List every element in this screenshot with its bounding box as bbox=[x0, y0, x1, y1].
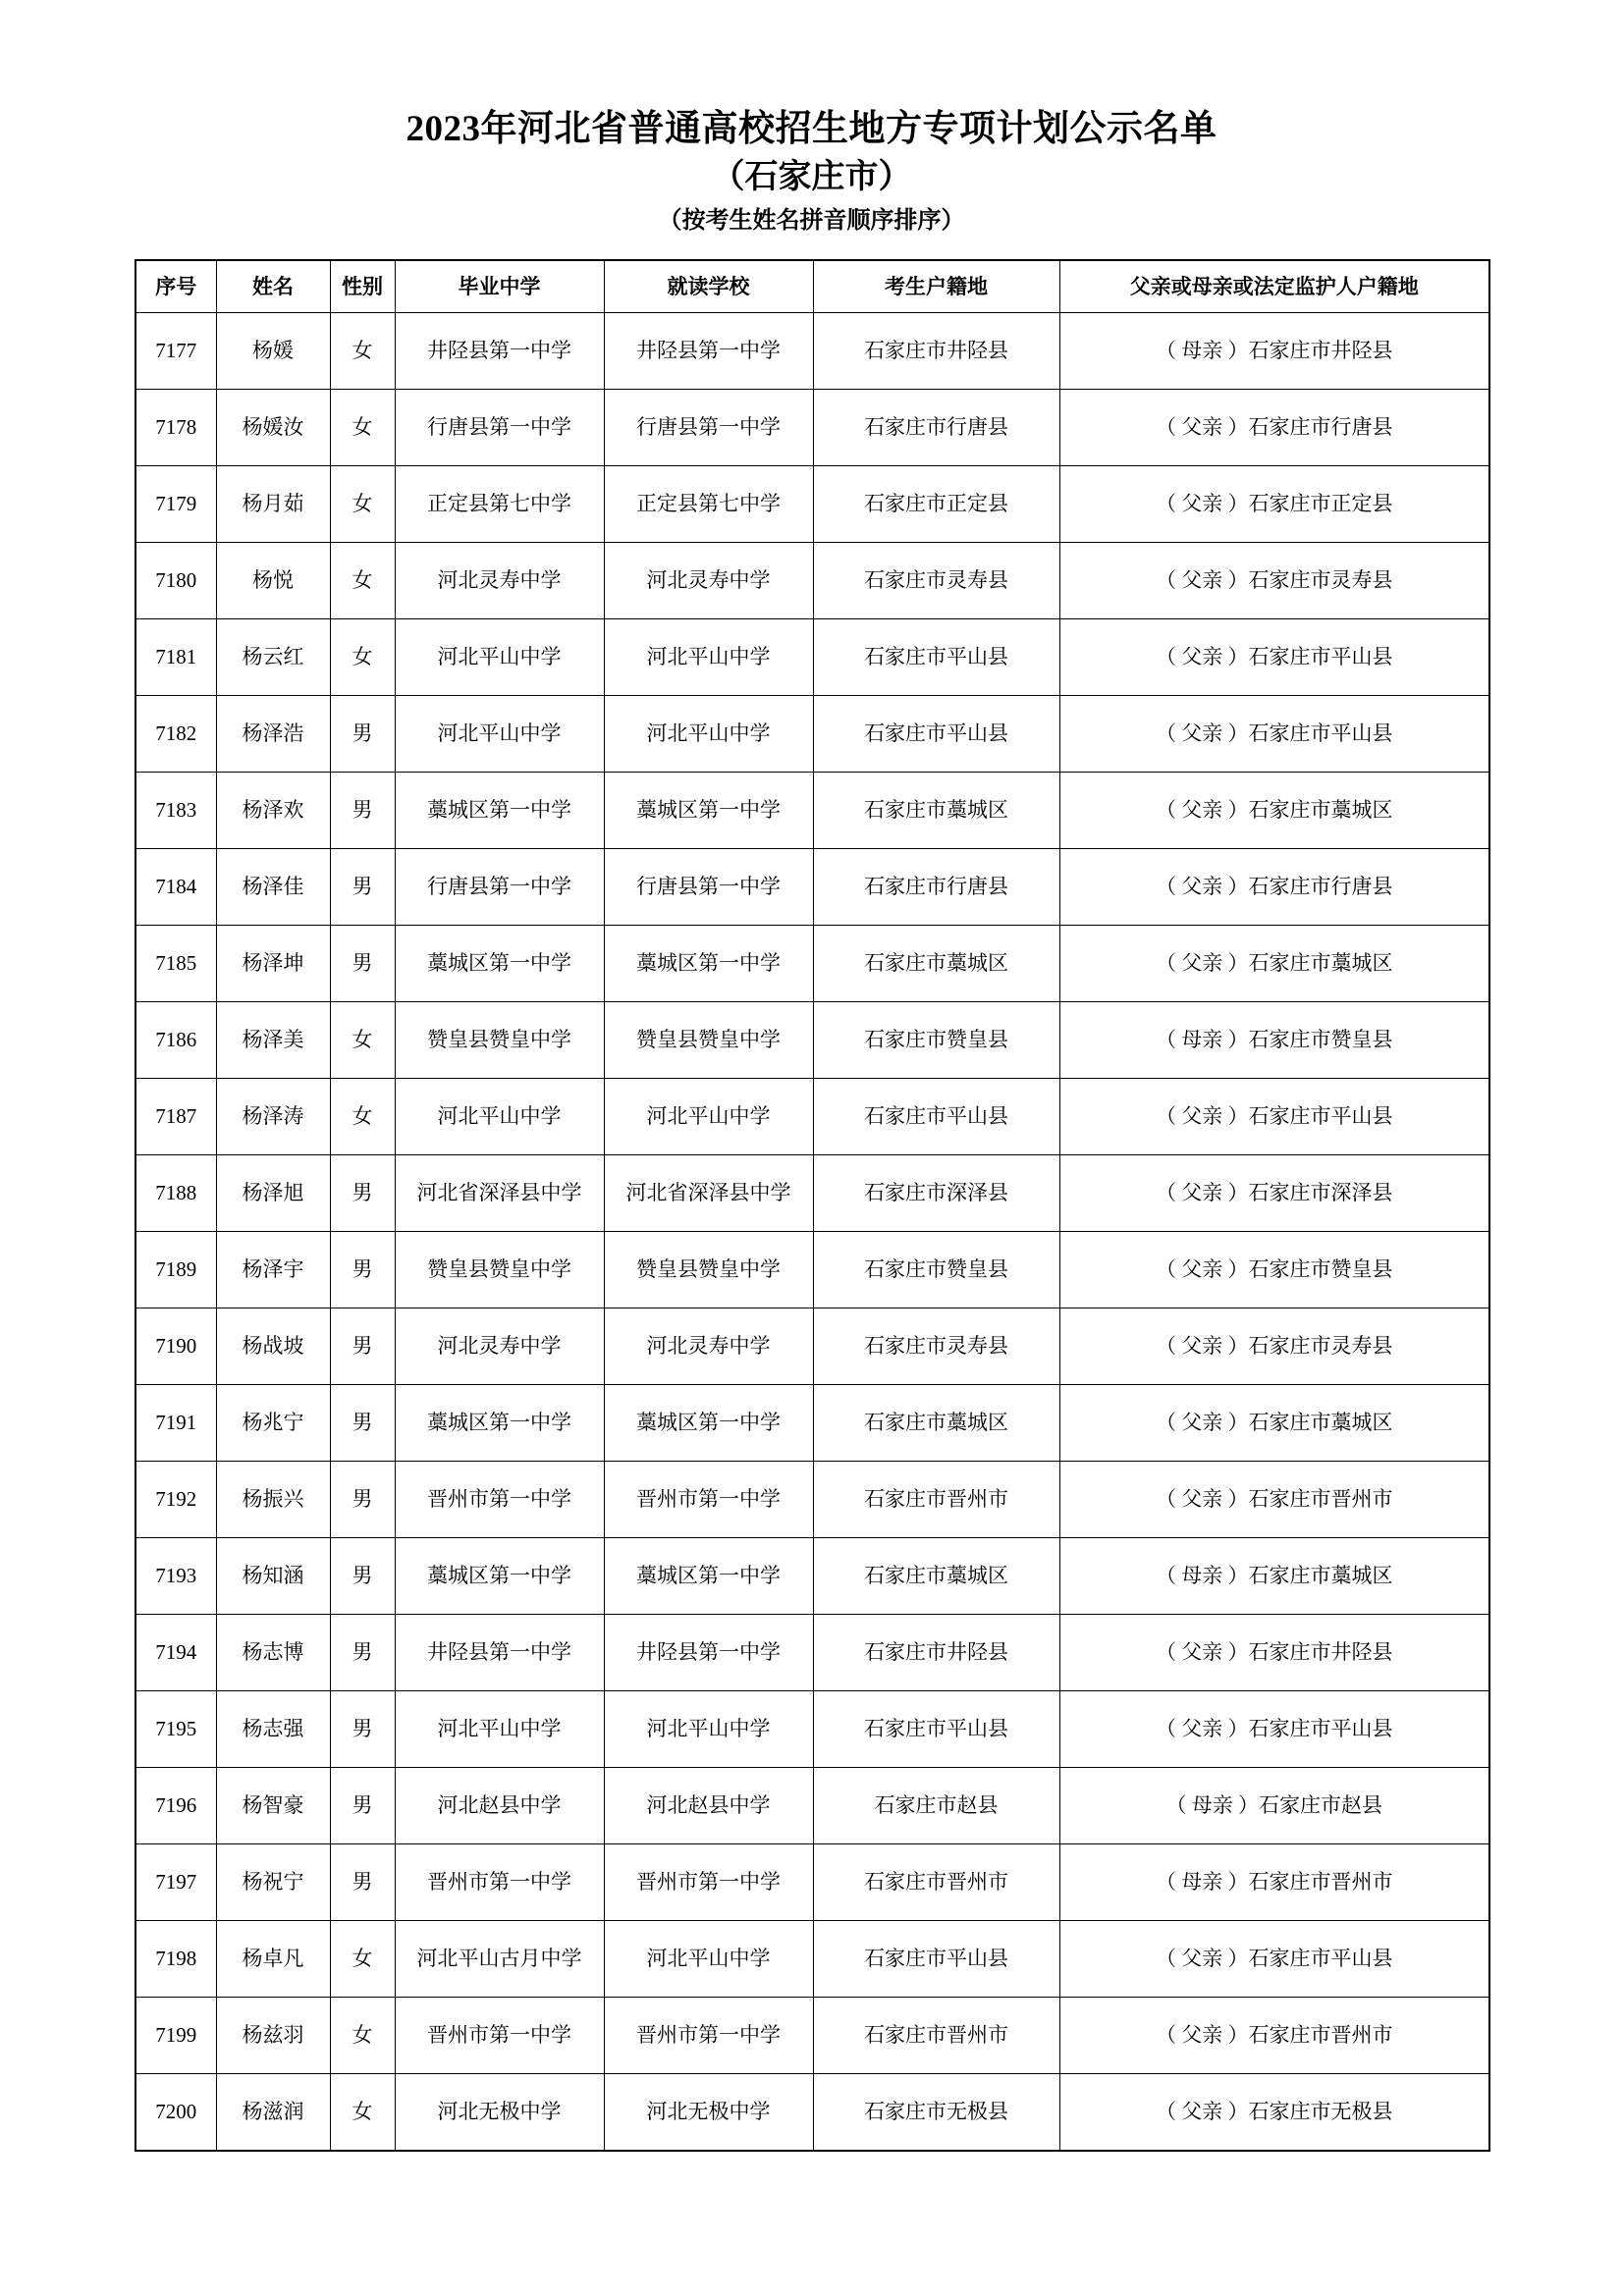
cell-student-residence: 石家庄市灵寿县 bbox=[813, 1308, 1059, 1385]
cell-student-residence: 石家庄市平山县 bbox=[813, 696, 1059, 773]
cell-index: 7181 bbox=[135, 619, 216, 696]
cell-graduated-school: 行唐县第一中学 bbox=[395, 390, 604, 466]
cell-student-residence: 石家庄市赞皇县 bbox=[813, 1232, 1059, 1308]
cell-attending-school: 藁城区第一中学 bbox=[604, 926, 813, 1002]
cell-graduated-school: 赞皇县赞皇中学 bbox=[395, 1232, 604, 1308]
cell-sex: 男 bbox=[330, 926, 395, 1002]
column-header-name: 姓名 bbox=[216, 260, 330, 313]
cell-sex: 女 bbox=[330, 619, 395, 696]
cell-attending-school: 河北平山中学 bbox=[604, 1079, 813, 1155]
cell-name: 杨祝宁 bbox=[216, 1844, 330, 1921]
cell-student-residence: 石家庄市无极县 bbox=[813, 2074, 1059, 2152]
cell-graduated-school: 河北平山古月中学 bbox=[395, 1921, 604, 1998]
cell-graduated-school: 河北省深泽县中学 bbox=[395, 1155, 604, 1232]
cell-guardian-residence: （ 父亲 ）石家庄市藁城区 bbox=[1059, 1385, 1489, 1462]
cell-index: 7188 bbox=[135, 1155, 216, 1232]
cell-name: 杨志博 bbox=[216, 1615, 330, 1691]
cell-student-residence: 石家庄市平山县 bbox=[813, 1079, 1059, 1155]
cell-name: 杨泽欢 bbox=[216, 773, 330, 849]
cell-attending-school: 藁城区第一中学 bbox=[604, 1385, 813, 1462]
cell-sex: 女 bbox=[330, 466, 395, 543]
table-row bbox=[135, 1155, 1489, 1232]
cell-index: 7194 bbox=[135, 1615, 216, 1691]
cell-graduated-school: 正定县第七中学 bbox=[395, 466, 604, 543]
cell-sex: 男 bbox=[330, 1308, 395, 1385]
cell-name: 杨泽坤 bbox=[216, 926, 330, 1002]
cell-guardian-residence: （ 父亲 ）石家庄市平山县 bbox=[1059, 619, 1489, 696]
cell-student-residence: 石家庄市平山县 bbox=[813, 1921, 1059, 1998]
column-header-guardian-residence: 父亲或母亲或法定监护人户籍地 bbox=[1059, 260, 1489, 313]
cell-graduated-school: 河北赵县中学 bbox=[395, 1768, 604, 1844]
table-row bbox=[135, 1538, 1489, 1615]
table-row bbox=[135, 1079, 1489, 1155]
cell-name: 杨智豪 bbox=[216, 1768, 330, 1844]
cell-index: 7177 bbox=[135, 313, 216, 390]
cell-graduated-school: 藁城区第一中学 bbox=[395, 1538, 604, 1615]
cell-graduated-school: 河北平山中学 bbox=[395, 619, 604, 696]
cell-graduated-school: 河北灵寿中学 bbox=[395, 543, 604, 619]
cell-guardian-residence: （ 父亲 ）石家庄市行唐县 bbox=[1059, 390, 1489, 466]
cell-graduated-school: 晋州市第一中学 bbox=[395, 1462, 604, 1538]
table-row bbox=[135, 1002, 1489, 1079]
cell-name: 杨悦 bbox=[216, 543, 330, 619]
cell-sex: 男 bbox=[330, 849, 395, 926]
cell-attending-school: 井陉县第一中学 bbox=[604, 1615, 813, 1691]
table-header-row bbox=[135, 260, 1489, 313]
cell-index: 7198 bbox=[135, 1921, 216, 1998]
cell-guardian-residence: （ 母亲 ）石家庄市藁城区 bbox=[1059, 1538, 1489, 1615]
column-header-attending-school: 就读学校 bbox=[604, 260, 813, 313]
cell-sex: 女 bbox=[330, 313, 395, 390]
table-row bbox=[135, 1691, 1489, 1768]
cell-graduated-school: 河北无极中学 bbox=[395, 2074, 604, 2152]
cell-guardian-residence: （ 母亲 ）石家庄市晋州市 bbox=[1059, 1844, 1489, 1921]
table-row bbox=[135, 543, 1489, 619]
cell-sex: 女 bbox=[330, 1079, 395, 1155]
cell-sex: 女 bbox=[330, 1998, 395, 2074]
cell-student-residence: 石家庄市灵寿县 bbox=[813, 543, 1059, 619]
cell-name: 杨卓凡 bbox=[216, 1921, 330, 1998]
cell-index: 7191 bbox=[135, 1385, 216, 1462]
table-row bbox=[135, 390, 1489, 466]
cell-index: 7189 bbox=[135, 1232, 216, 1308]
cell-sex: 男 bbox=[330, 1768, 395, 1844]
table-row bbox=[135, 466, 1489, 543]
cell-guardian-residence: （ 父亲 ）石家庄市平山县 bbox=[1059, 1921, 1489, 1998]
cell-sex: 男 bbox=[330, 773, 395, 849]
cell-student-residence: 石家庄市藁城区 bbox=[813, 1385, 1059, 1462]
cell-name: 杨战坡 bbox=[216, 1308, 330, 1385]
cell-student-residence: 石家庄市行唐县 bbox=[813, 849, 1059, 926]
cell-sex: 女 bbox=[330, 390, 395, 466]
cell-index: 7185 bbox=[135, 926, 216, 1002]
cell-sex: 男 bbox=[330, 1385, 395, 1462]
cell-sex: 男 bbox=[330, 1232, 395, 1308]
table-row bbox=[135, 2074, 1489, 2152]
cell-sex: 女 bbox=[330, 543, 395, 619]
cell-guardian-residence: （ 父亲 ）石家庄市行唐县 bbox=[1059, 849, 1489, 926]
cell-index: 7186 bbox=[135, 1002, 216, 1079]
table-row bbox=[135, 696, 1489, 773]
roster-table bbox=[135, 259, 1490, 2152]
cell-graduated-school: 井陉县第一中学 bbox=[395, 313, 604, 390]
cell-guardian-residence: （ 父亲 ）石家庄市晋州市 bbox=[1059, 1998, 1489, 2074]
table-row bbox=[135, 1921, 1489, 1998]
cell-guardian-residence: （ 父亲 ）石家庄市无极县 bbox=[1059, 2074, 1489, 2152]
cell-guardian-residence: （ 母亲 ）石家庄市赞皇县 bbox=[1059, 1002, 1489, 1079]
cell-index: 7197 bbox=[135, 1844, 216, 1921]
sort-order-note: （按考生姓名拼音顺序排序） bbox=[658, 208, 965, 235]
cell-sex: 男 bbox=[330, 1615, 395, 1691]
cell-index: 7193 bbox=[135, 1538, 216, 1615]
cell-graduated-school: 河北灵寿中学 bbox=[395, 1308, 604, 1385]
table-header bbox=[135, 260, 1489, 313]
table-row bbox=[135, 1308, 1489, 1385]
cell-student-residence: 石家庄市藁城区 bbox=[813, 1538, 1059, 1615]
cell-name: 杨知涵 bbox=[216, 1538, 330, 1615]
cell-name: 杨媛 bbox=[216, 313, 330, 390]
cell-graduated-school: 河北平山中学 bbox=[395, 696, 604, 773]
cell-attending-school: 河北平山中学 bbox=[604, 1921, 813, 1998]
cell-student-residence: 石家庄市平山县 bbox=[813, 619, 1059, 696]
cell-attending-school: 晋州市第一中学 bbox=[604, 1998, 813, 2074]
table-row bbox=[135, 849, 1489, 926]
cell-student-residence: 石家庄市井陉县 bbox=[813, 1615, 1059, 1691]
cell-index: 7196 bbox=[135, 1768, 216, 1844]
cell-index: 7187 bbox=[135, 1079, 216, 1155]
cell-attending-school: 晋州市第一中学 bbox=[604, 1844, 813, 1921]
cell-sex: 男 bbox=[330, 1155, 395, 1232]
cell-guardian-residence: （ 父亲 ）石家庄市藁城区 bbox=[1059, 773, 1489, 849]
cell-guardian-residence: （ 父亲 ）石家庄市正定县 bbox=[1059, 466, 1489, 543]
cell-student-residence: 石家庄市平山县 bbox=[813, 1691, 1059, 1768]
cell-guardian-residence: （ 母亲 ）石家庄市赵县 bbox=[1059, 1768, 1489, 1844]
column-header-student-residence: 考生户籍地 bbox=[813, 260, 1059, 313]
cell-graduated-school: 井陉县第一中学 bbox=[395, 1615, 604, 1691]
cell-guardian-residence: （ 父亲 ）石家庄市藁城区 bbox=[1059, 926, 1489, 1002]
cell-student-residence: 石家庄市晋州市 bbox=[813, 1844, 1059, 1921]
cell-student-residence: 石家庄市晋州市 bbox=[813, 1998, 1059, 2074]
table-row bbox=[135, 1615, 1489, 1691]
cell-student-residence: 石家庄市藁城区 bbox=[813, 926, 1059, 1002]
cell-attending-school: 行唐县第一中学 bbox=[604, 849, 813, 926]
cell-index: 7184 bbox=[135, 849, 216, 926]
cell-graduated-school: 藁城区第一中学 bbox=[395, 926, 604, 1002]
cell-graduated-school: 藁城区第一中学 bbox=[395, 1385, 604, 1462]
cell-student-residence: 石家庄市井陉县 bbox=[813, 313, 1059, 390]
roster-table-container bbox=[0, 259, 1623, 2152]
cell-student-residence: 石家庄市行唐县 bbox=[813, 390, 1059, 466]
cell-student-residence: 石家庄市赵县 bbox=[813, 1768, 1059, 1844]
cell-guardian-residence: （ 母亲 ）石家庄市井陉县 bbox=[1059, 313, 1489, 390]
cell-sex: 男 bbox=[330, 1538, 395, 1615]
cell-name: 杨泽宇 bbox=[216, 1232, 330, 1308]
cell-name: 杨振兴 bbox=[216, 1462, 330, 1538]
cell-attending-school: 河北平山中学 bbox=[604, 619, 813, 696]
cell-attending-school: 藁城区第一中学 bbox=[604, 773, 813, 849]
cell-guardian-residence: （ 父亲 ）石家庄市赞皇县 bbox=[1059, 1232, 1489, 1308]
cell-graduated-school: 晋州市第一中学 bbox=[395, 1998, 604, 2074]
cell-name: 杨泽涛 bbox=[216, 1079, 330, 1155]
cell-sex: 男 bbox=[330, 1844, 395, 1921]
cell-name: 杨媛汝 bbox=[216, 390, 330, 466]
cell-attending-school: 河北省深泽县中学 bbox=[604, 1155, 813, 1232]
cell-sex: 男 bbox=[330, 1691, 395, 1768]
document-header bbox=[0, 0, 1623, 237]
cell-attending-school: 正定县第七中学 bbox=[604, 466, 813, 543]
cell-name: 杨泽佳 bbox=[216, 849, 330, 926]
cell-graduated-school: 藁城区第一中学 bbox=[395, 773, 604, 849]
cell-graduated-school: 行唐县第一中学 bbox=[395, 849, 604, 926]
cell-index: 7200 bbox=[135, 2074, 216, 2152]
table-row bbox=[135, 619, 1489, 696]
cell-attending-school: 河北平山中学 bbox=[604, 1691, 813, 1768]
cell-sex: 女 bbox=[330, 1002, 395, 1079]
cell-name: 杨泽旭 bbox=[216, 1155, 330, 1232]
cell-name: 杨滋润 bbox=[216, 2074, 330, 2152]
column-header-sex: 性别 bbox=[330, 260, 395, 313]
cell-index: 7179 bbox=[135, 466, 216, 543]
cell-student-residence: 石家庄市正定县 bbox=[813, 466, 1059, 543]
page-subtitle: （石家庄市） bbox=[711, 159, 912, 196]
cell-student-residence: 石家庄市深泽县 bbox=[813, 1155, 1059, 1232]
cell-index: 7180 bbox=[135, 543, 216, 619]
cell-name: 杨泽浩 bbox=[216, 696, 330, 773]
cell-index: 7182 bbox=[135, 696, 216, 773]
cell-index: 7192 bbox=[135, 1462, 216, 1538]
table-row bbox=[135, 1998, 1489, 2074]
cell-graduated-school: 赞皇县赞皇中学 bbox=[395, 1002, 604, 1079]
cell-graduated-school: 河北平山中学 bbox=[395, 1691, 604, 1768]
table-row bbox=[135, 773, 1489, 849]
cell-graduated-school: 晋州市第一中学 bbox=[395, 1844, 604, 1921]
table-row bbox=[135, 1768, 1489, 1844]
cell-name: 杨云红 bbox=[216, 619, 330, 696]
cell-attending-school: 井陉县第一中学 bbox=[604, 313, 813, 390]
cell-name: 杨月茹 bbox=[216, 466, 330, 543]
cell-student-residence: 石家庄市晋州市 bbox=[813, 1462, 1059, 1538]
cell-guardian-residence: （ 父亲 ）石家庄市深泽县 bbox=[1059, 1155, 1489, 1232]
cell-attending-school: 赞皇县赞皇中学 bbox=[604, 1002, 813, 1079]
cell-guardian-residence: （ 父亲 ）石家庄市平山县 bbox=[1059, 1691, 1489, 1768]
cell-name: 杨志强 bbox=[216, 1691, 330, 1768]
cell-index: 7195 bbox=[135, 1691, 216, 1768]
cell-attending-school: 藁城区第一中学 bbox=[604, 1538, 813, 1615]
cell-sex: 女 bbox=[330, 1921, 395, 1998]
table-row bbox=[135, 1462, 1489, 1538]
cell-student-residence: 石家庄市藁城区 bbox=[813, 773, 1059, 849]
cell-attending-school: 河北灵寿中学 bbox=[604, 543, 813, 619]
table-body bbox=[135, 313, 1489, 2152]
cell-attending-school: 赞皇县赞皇中学 bbox=[604, 1232, 813, 1308]
cell-attending-school: 河北灵寿中学 bbox=[604, 1308, 813, 1385]
cell-index: 7199 bbox=[135, 1998, 216, 2074]
cell-index: 7190 bbox=[135, 1308, 216, 1385]
cell-attending-school: 晋州市第一中学 bbox=[604, 1462, 813, 1538]
column-header-index: 序号 bbox=[135, 260, 216, 313]
cell-index: 7183 bbox=[135, 773, 216, 849]
cell-attending-school: 河北平山中学 bbox=[604, 696, 813, 773]
table-row bbox=[135, 1232, 1489, 1308]
cell-sex: 女 bbox=[330, 2074, 395, 2152]
table-row bbox=[135, 1844, 1489, 1921]
table-row bbox=[135, 1385, 1489, 1462]
table-row bbox=[135, 926, 1489, 1002]
cell-index: 7178 bbox=[135, 390, 216, 466]
column-header-graduated-school: 毕业中学 bbox=[395, 260, 604, 313]
cell-attending-school: 河北无极中学 bbox=[604, 2074, 813, 2152]
cell-guardian-residence: （ 父亲 ）石家庄市平山县 bbox=[1059, 1079, 1489, 1155]
cell-graduated-school: 河北平山中学 bbox=[395, 1079, 604, 1155]
cell-attending-school: 河北赵县中学 bbox=[604, 1768, 813, 1844]
cell-sex: 男 bbox=[330, 696, 395, 773]
cell-guardian-residence: （ 父亲 ）石家庄市平山县 bbox=[1059, 696, 1489, 773]
cell-guardian-residence: （ 父亲 ）石家庄市灵寿县 bbox=[1059, 1308, 1489, 1385]
cell-guardian-residence: （ 父亲 ）石家庄市灵寿县 bbox=[1059, 543, 1489, 619]
cell-name: 杨泽美 bbox=[216, 1002, 330, 1079]
table-row bbox=[135, 313, 1489, 390]
cell-attending-school: 行唐县第一中学 bbox=[604, 390, 813, 466]
cell-student-residence: 石家庄市赞皇县 bbox=[813, 1002, 1059, 1079]
cell-guardian-residence: （ 父亲 ）石家庄市晋州市 bbox=[1059, 1462, 1489, 1538]
cell-name: 杨兆宁 bbox=[216, 1385, 330, 1462]
cell-sex: 男 bbox=[330, 1462, 395, 1538]
cell-name: 杨兹羽 bbox=[216, 1998, 330, 2074]
cell-guardian-residence: （ 父亲 ）石家庄市井陉县 bbox=[1059, 1615, 1489, 1691]
page-title: 2023年河北省普通高校招生地方专项计划公示名单 bbox=[406, 109, 1217, 149]
